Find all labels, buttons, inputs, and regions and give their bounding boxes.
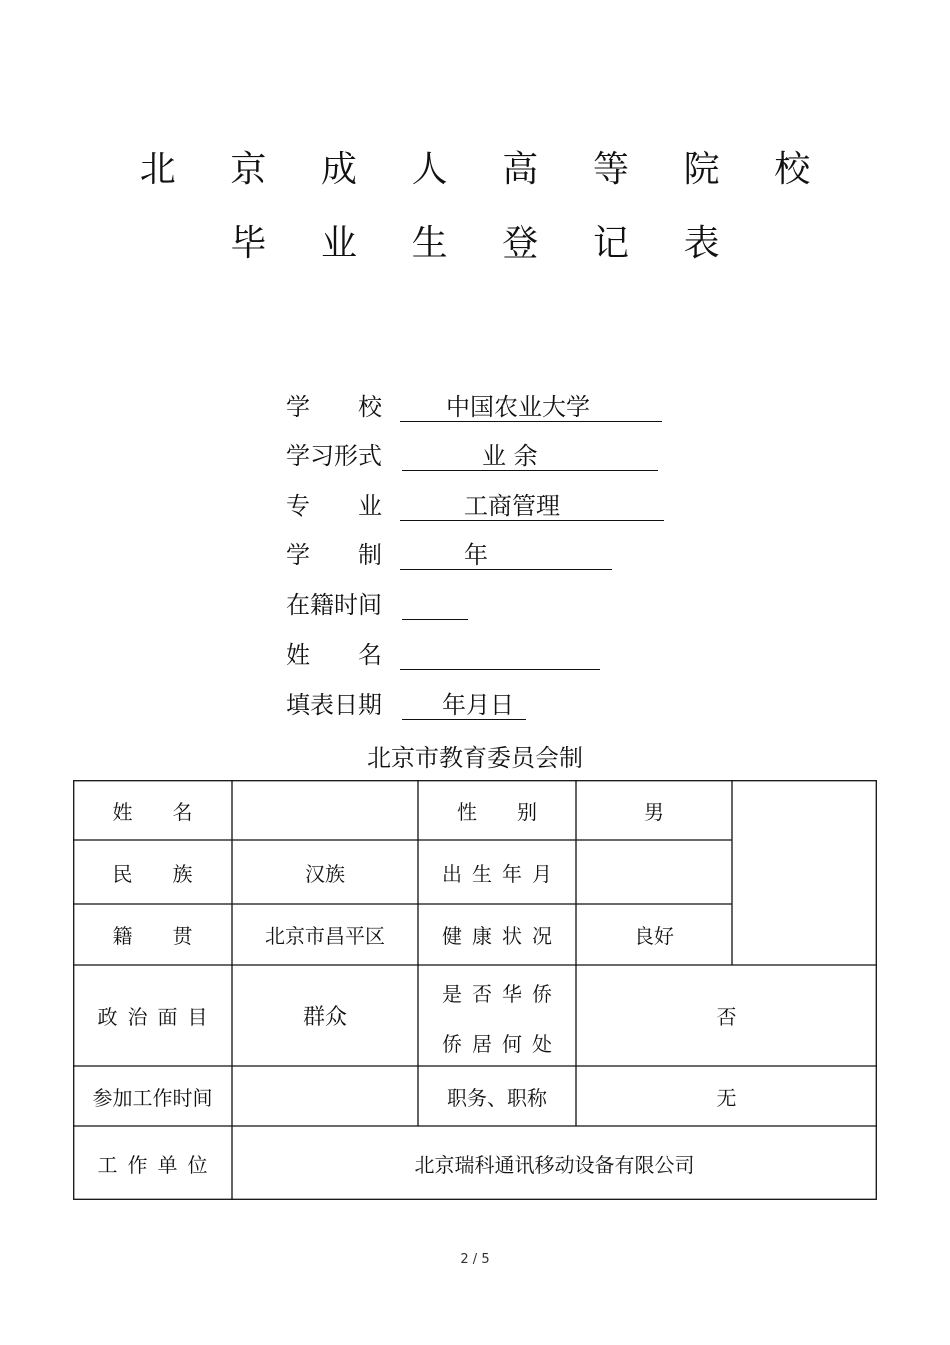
study-form-value: 业 余 xyxy=(482,442,538,470)
school-value: 中国农业大学 xyxy=(446,393,590,421)
major-label: 专 业 xyxy=(286,492,382,520)
overseas-chinese-cell-value: 否 xyxy=(716,1005,737,1029)
field-enrollment xyxy=(286,590,398,620)
field-major xyxy=(286,491,560,521)
gender-cell-label: 性 别 xyxy=(457,799,537,824)
name-label: 姓 名 xyxy=(286,641,382,669)
name-underline xyxy=(400,640,600,670)
registration-table xyxy=(73,780,877,1200)
enrollment-label: 在籍时间 xyxy=(286,591,382,619)
fill-date-value: 年月日 xyxy=(442,691,514,719)
ethnicity-cell-label: 民 族 xyxy=(112,861,193,886)
page-number: 2 / 5 xyxy=(460,1252,490,1267)
duration-underline xyxy=(400,540,612,570)
major-value: 工商管理 xyxy=(464,492,560,520)
fill-date-label: 填表日期 xyxy=(286,691,382,719)
field-fill-date xyxy=(286,690,514,720)
position-title-cell-value: 无 xyxy=(716,1085,737,1110)
gender-cell-value: 男 xyxy=(644,799,664,824)
study-form-label: 学习形式 xyxy=(286,442,382,470)
employer-cell-label: 工作单位 xyxy=(97,1152,218,1177)
name-cell-label: 姓 名 xyxy=(112,799,193,824)
health-cell-label: 健康状况 xyxy=(442,924,562,948)
birth-date-cell-label: 出生年月 xyxy=(442,861,562,886)
work-start-cell-value xyxy=(232,1066,418,1126)
position-title-cell-label: 职务、职称 xyxy=(447,1085,547,1110)
duration-label: 学 制 xyxy=(286,541,382,569)
employer-cell-value: 北京瑞科通讯移动设备有限公司 xyxy=(414,1152,695,1177)
photo-box xyxy=(732,780,877,965)
field-name xyxy=(286,640,398,670)
political-status-cell-label: 政治面目 xyxy=(97,1005,218,1029)
overseas-residence-cell-label: 侨居何处 xyxy=(442,1031,562,1056)
duration-value: 年 xyxy=(464,541,488,569)
form-title-line1: 北 京 成 人 高 等 院 校 xyxy=(139,149,832,190)
native-place-cell-label: 籍 贯 xyxy=(112,924,193,948)
issuer-line: 北京市教育委员会制 xyxy=(367,744,583,772)
political-status-cell-value: 群众 xyxy=(302,1005,347,1030)
work-start-cell-label: 参加工作时间 xyxy=(92,1085,213,1110)
school-label: 学 校 xyxy=(286,393,382,421)
field-duration xyxy=(286,540,488,570)
field-school xyxy=(286,392,590,422)
native-place-cell-value: 北京市昌平区 xyxy=(265,924,385,948)
form-title-line2: 毕 业 生 登 记 表 xyxy=(230,223,742,264)
overseas-chinese-cell-label: 是否华侨 xyxy=(442,981,562,1006)
enrollment-underline xyxy=(402,590,468,620)
health-cell-value: 良好 xyxy=(634,924,674,948)
birth-date-cell-value xyxy=(576,840,732,904)
name-cell-value xyxy=(232,780,418,840)
field-study-form xyxy=(286,441,538,471)
ethnicity-cell-value: 汉族 xyxy=(305,861,345,886)
